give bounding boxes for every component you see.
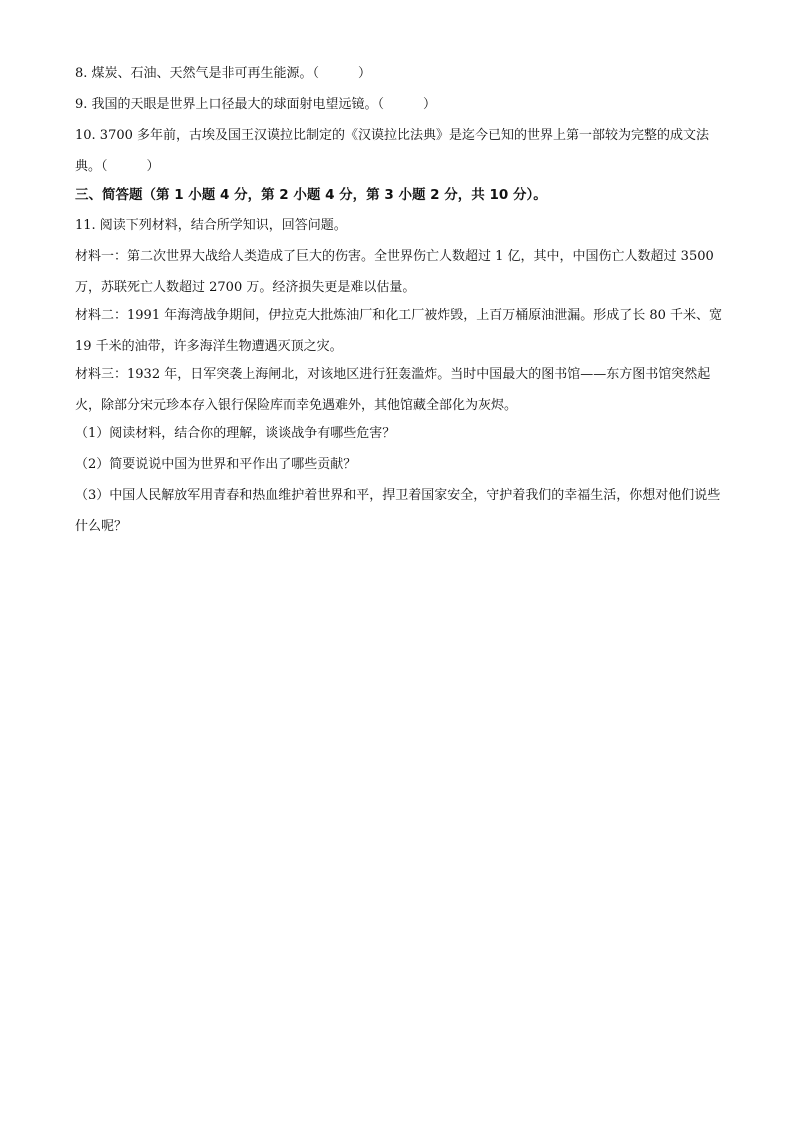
material-2: 材料二：1991 年海湾战争期间，伊拉克大批炼油厂和化工厂被炸毁，上百万桶原油泄漏。形成了长 80 千米、宽 19 千米的油带，许多海洋生物遭遇灭顶之灾。	[75, 308, 723, 354]
question-11-intro: 11. 阅读下列材料，结合所学知识，回答问题。	[75, 218, 347, 233]
sub-question-2: （2）简要说说中国为世界和平作出了哪些贡献？	[75, 457, 357, 472]
material-3: 材料三：1932 年，日军突袭上海闸北，对该地区进行狂轰滥炸。当时中国最大的图书馆——东方图书馆突然起火，除部分宋元珍本存入银行保险库而幸免遇难外，其他馆藏全部化为灰烬。	[75, 367, 711, 413]
question-10: 10. 3700 多年前，古埃及国王汉谟拉比制定的《汉谟拉比法典》是迄今已知的世界上第一部较为完整的成文法典。（ ）	[75, 128, 710, 174]
sub-question-1: （1）阅读材料，结合你的理解，谈谈战争有哪些危害？	[75, 426, 396, 441]
section-three-heading: 三、简答题（第 1 小题 4 分，第 2 小题 4 分，第 3 小题 2 分，共 10 分）。	[75, 187, 547, 203]
question-9: 9. 我国的天眼是世界上口径最大的球面射电望远镜。（ ）	[75, 97, 437, 112]
document-page	[75, 64, 725, 542]
sub-question-3: （3）中国人民解放军用青春和热血维护着世界和平，捍卫着国家安全，守护着我们的幸福生活，你想对他们说些什么呢？	[75, 488, 721, 534]
question-8: 8. 煤炭、石油、天然气是非可再生能源。（ ）	[75, 66, 372, 81]
material-1: 材料一：第二次世界大战给人类造成了巨大的伤害。全世界伤亡人数超过 1 亿，其中，中国伤亡人数超过 3500 万，苏联死亡人数超过 2700 万。经济损失更是难以估量。	[75, 249, 714, 295]
